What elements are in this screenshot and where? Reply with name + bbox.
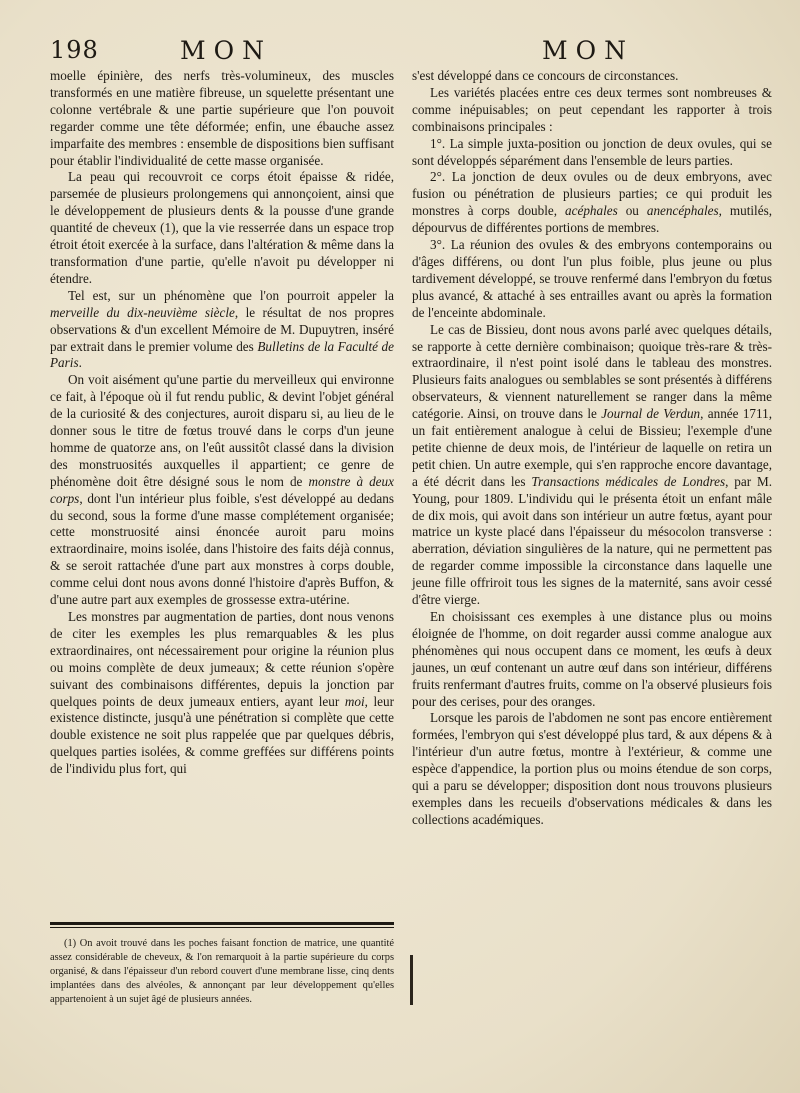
italic-word: anencéphales [646,203,719,219]
page-number: 198 [50,36,99,64]
text-run: , dont l'un intérieur plus foible, s'est développé au dedans du second, sous la forme d'une masse complétement organisée; cette monstruosité ainsi énoncée auroit paru moins extraordinaire, moins isolée, dans l'histoire des faits déjà connus, & se seroit rattachée d'une part aux monstres à corps double, comme celui dont nous avons donné l'histoire d'après Buffon, & d'une autre part aux exemples de grossesse extra-utérine. [50,490,394,608]
italic-title: Journal de Verdun [601,406,701,422]
right-paragraph-1: s'est développé dans ce concours de circonstances. [412,68,679,83]
text-run: , mutilés, dépourvus de différentes portions de membres. [412,203,772,236]
running-head-right: MON [542,36,634,65]
left-paragraph-5 [50,609,394,778]
footnote-text: (1) On avoit trouvé dans les poches faisant fonction de matrice, une quantité assez considérable de cheveux, & l'on remarquoit à la partie supérieure du corps organisé, & dans l'épaisseur d'un rebord couvert d'une membrane lisse, cinq dents implantées dans des alvéoles, & annonçant par leur développement qu'elles appartenoient à un sujet âgé de plusieurs années. [50,938,394,1005]
right-column [412,68,772,829]
text-run: , année 1711, un fait entièrement analogue à celui de Bissieu; l'exemple d'une petite chienne de deux mois, de l'intérieur de laquelle on retira un petit chien. Un autre exemple, qui s'en rapproche encore davantage, a été décrit dans les [412,406,772,489]
text-run: , par M. Young, pour 1809. L'individu qui le présenta étoit un enfant mâle de dix mois, qui avoit dans son intérieur un autre fœtus, ayant pour matrice un kyste placé dans l'épaisseur du mésocolon transverse : aberration, déviation singulières de la nature, qui ne permettent pas de regarder comme impossible la circonstance dans laquelle une jeune fille offriroit tous les signes de la maternité, sans avoir cessé d'être vierge. [412,473,772,608]
left-paragraph-4 [50,372,394,609]
margin-mark [410,955,413,1005]
left-paragraph-2: La peau qui recouvroit ce corps étoit épaisse & ridée, parsemée de plusieurs prolongemens qui annonçoient, ainsi que le développement de plusieurs dents & la pousse d'une grande quantité de cheveux (1), que la vie resserrée dans un espace trop étroit étoit exercée à la surface, dans l'altération & même dans la transformation d'une partie, qu'elle n'avoit pu développer ni étendre. [50,169,394,286]
italic-title: Bulletins de la Faculté de Paris [50,338,394,371]
footnote-rule-thin [50,927,394,928]
text-run: ou [617,203,647,219]
right-paragraph-4 [412,169,772,237]
text-run: , leur existence distincte, jusqu'à une pénétration si complète que cette double existence ne soit plus rappelée que par quelques débris, quelques parties isolées, & comme greffées sur différens points de l'individu plus fort, qui [50,693,394,777]
italic-word: moi [344,693,365,709]
left-paragraph-3 [50,288,394,373]
right-paragraph-5: 3°. La réunion des ovules & des embryons contemporains ou d'âges différens, ou dont l'un plus foible, plus jeune ou plus tardivement développé, se trouve renfermé dans l'embryon du fœtus plus avancé, & attaché à ses entrailles avant ou après la formation de l'enceinte abdominale. [412,237,772,320]
italic-phrase: monstre à deux corps [50,473,394,506]
page-header [50,36,770,66]
right-paragraph-2: Les variétés placées entre ces deux termes sont nombreuses & comme inépuisables; on peut cependant les rapporter à trois combinaisons principales : [412,84,772,134]
footnote-rule-thick [50,922,394,925]
footnote [50,937,394,1007]
left-paragraph-1: moelle épinière, des nerfs très-volumineux, des muscles transformés en une matière fibreuse, un squelette présentant une colonne vertébrale & une partie supérieure que l'on pouvoit regarder comme une tête déformée; enfin, une ébauche assez imparfaite des membres : ensemble de dispositions bien suffisant pour établir l'individualité de cette masse organisée. [50,68,394,168]
left-column [50,68,394,778]
right-paragraph-6 [412,322,772,609]
right-paragraph-8: Lorsque les parois de l'abdomen ne sont pas encore entièrement formées, l'embryon qui s'est développé plus tard, & aux dépens & à l'intérieur d'un autre fœtus, montre à l'extérieur, & comme une espèce d'appendice, la portion plus ou moins étendue de son corps, qui a paru se développer; disposition dont nous trouvons plusieurs exemples dans les recueils d'observations médicales & dans les collections académiques. [412,710,772,827]
text-run: . [78,355,82,371]
italic-phrase: merveille du dix-neuvième siècle [50,304,235,320]
text-run: Tel est, sur un phénomène que l'on pourroit appeler la [68,287,394,303]
right-paragraph-3: 1°. La simple juxta-position ou jonction de deux ovules, qui se sont développés séparément dans l'ensemble de leurs parties. [412,135,772,168]
text-run: On voit aisément qu'une partie du merveilleux qui environne ce fait, à l'époque où il fut rendu public, & devint l'objet général de la curiosité & des conjectures, auroit disparu si, au lieu de le donner sous le titre de fœtus trouvé dans le corps d'un jeune homme de quatorze ans, on l'eût aussitôt classé dans la division des monstruosités auxquelles il appartient; ce genre de phénomène doit être désigné sous le nom de [50,372,394,489]
right-paragraph-7: En choisissant ces exemples à une distance plus ou moins éloignée de l'homme, on doit regarder aussi comme analogue aux phénomènes qui nous occupent dans ce moment, les œufs à deux jaunes, un œuf contenant un autre œuf dans son intérieur, différens fruits renfermant d'autres fruits, comme on l'a observé plusieurs fois pour des cerises, pour des oranges. [412,609,772,709]
italic-word: acéphales [565,203,618,219]
text-run: 2°. La jonction de deux ovules ou de deux embryons, avec fusion ou pénétration de plusieurs parties; ce qui produit les monstres à corps double, [412,169,772,219]
italic-title: Transactions médicales de Londres [531,473,726,489]
text-run: Les monstres par augmentation de parties, dont nous venons de citer les exemples les plus remarquables & les plus extraordinaires, ont nécessairement pour origine la réunion plus ou moins complète de deux jumeaux; & cette réunion s'opère suivant des combinaisons différentes, depuis la jonction par quelques points de deux jumeaux entiers, ayant leur [50,609,394,709]
text-run: Le cas de Bissieu, dont nous avons parlé avec quelques détails, se rapporte à cette dernière combinaison; quoique très-rare & très-extraordinaire, il n'est point isolé dans le tableau des monstres. Plusieurs faits analogues ou semblables se sont présentés à différens observateurs, & viennent naturellement se ranger dans la même catégorie. Ainsi, on trouve dans le [412,321,772,422]
text-run: , le résultat de nos propres observations & d'un excellent Mémoire de M. Dupuytren, inséré par extrait dans le premier volume des [50,304,394,354]
running-head-left: MON [180,36,272,65]
